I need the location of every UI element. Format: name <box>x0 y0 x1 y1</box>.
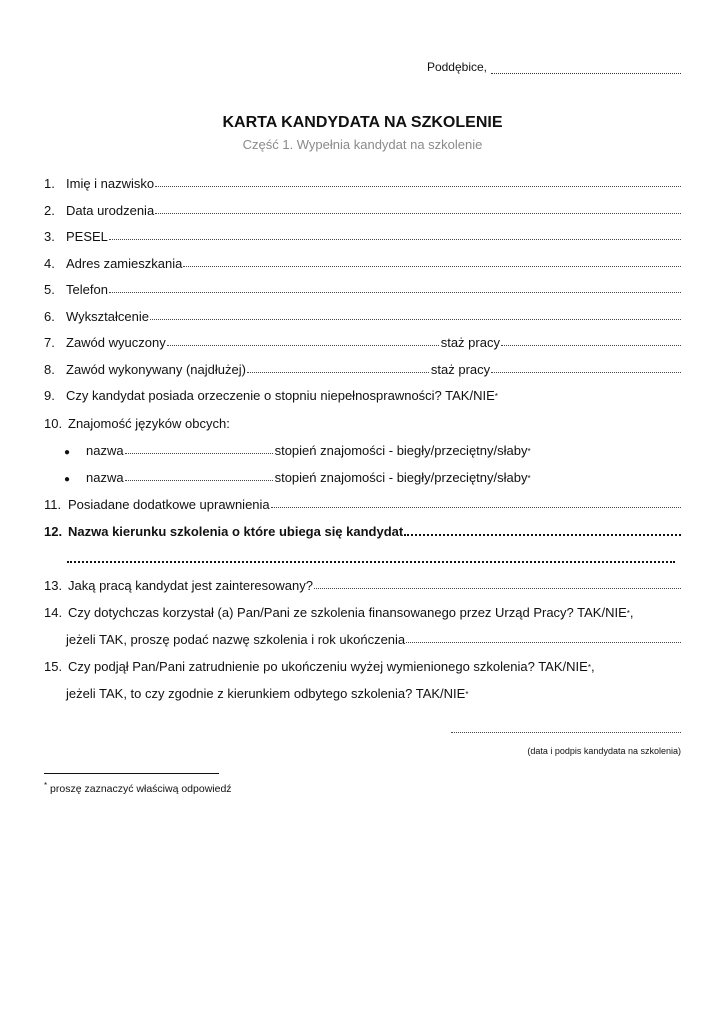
item-number: 3. <box>44 229 55 244</box>
answer-line[interactable] <box>183 262 681 267</box>
answer-line[interactable] <box>247 368 429 373</box>
answer-line[interactable] <box>109 235 681 240</box>
answer-line[interactable] <box>155 182 681 187</box>
item-name[interactable] <box>44 171 681 191</box>
footnote-mark: * <box>626 609 630 618</box>
item-disability[interactable] <box>44 383 681 403</box>
training-course-line-2[interactable] <box>66 546 675 566</box>
footnote <box>44 783 232 795</box>
footnote-mark: * <box>44 781 48 790</box>
seniority-line[interactable] <box>501 341 681 346</box>
seniority-line[interactable] <box>491 368 681 373</box>
item-label: Posiadane dodatkowe uprawnienia <box>68 497 270 512</box>
answer-line[interactable] <box>404 530 681 536</box>
item-number: 9. <box>44 388 55 403</box>
footnote-text: proszę zaznaczyć właściwą odpowiedź <box>47 783 232 795</box>
item-number: 12. <box>44 524 63 539</box>
item-label: Jaką pracą kandydat jest zainteresowany? <box>68 578 313 593</box>
item-languages <box>44 411 681 431</box>
employment-details[interactable] <box>66 681 681 701</box>
footnote-mark: * <box>527 447 531 456</box>
item-job-interest[interactable] <box>44 573 681 593</box>
item-learned-profession[interactable] <box>44 330 681 350</box>
place-date-field[interactable] <box>427 60 681 74</box>
language-row-1[interactable] <box>56 438 681 458</box>
item-phone[interactable] <box>44 277 681 297</box>
item-label: Zawód wyuczony <box>66 335 166 350</box>
item-label: PESEL <box>66 229 108 244</box>
language-line[interactable] <box>125 449 273 454</box>
item-performed-profession[interactable] <box>44 357 681 377</box>
item-label: Czy podjął Pan/Pani zatrudnienie po ukończeniu wyżej wymienionego szkolenia? TAK/NIE <box>68 659 588 674</box>
item-number: 10. <box>44 416 63 431</box>
seniority-label: staż pracy <box>440 335 500 350</box>
answer-line[interactable] <box>67 557 675 563</box>
item-number: 14. <box>44 605 63 620</box>
signature-caption: (data i podpis kandydata na szkolenia) <box>527 746 681 756</box>
item-birth-date[interactable] <box>44 198 681 218</box>
item-label: Imię i nazwisko <box>66 176 155 191</box>
item-previous-training[interactable] <box>44 600 681 620</box>
item-qualifications[interactable] <box>44 492 681 512</box>
item-training-course[interactable] <box>44 519 681 539</box>
item-label: Nazwa kierunku szkolenia o które ubiega się kandydat <box>68 524 404 539</box>
item-number: 15. <box>44 659 63 674</box>
item-number: 11. <box>44 497 62 512</box>
language-row-2[interactable] <box>56 465 681 485</box>
answer-line[interactable] <box>109 288 681 293</box>
footnote-mark: * <box>527 474 531 483</box>
language-line[interactable] <box>125 476 273 481</box>
answer-line[interactable] <box>150 315 681 320</box>
item-label: Telefon <box>66 282 108 297</box>
answer-line[interactable] <box>271 503 681 508</box>
item-label: Znajomość języków obcych: <box>68 416 230 431</box>
footnote-mark: * <box>587 663 591 672</box>
answer-line[interactable] <box>406 638 681 643</box>
item-address[interactable] <box>44 251 681 271</box>
item-number: 13. <box>44 578 63 593</box>
item-number: 7. <box>44 335 55 350</box>
item-number: 1. <box>44 176 55 191</box>
item-label: Wykształcenie <box>66 309 149 324</box>
footnote-divider <box>44 773 219 774</box>
footnote-mark: * <box>494 392 498 401</box>
answer-line[interactable] <box>167 341 439 346</box>
seniority-label: staż pracy <box>430 362 491 377</box>
item-number: 2. <box>44 203 55 218</box>
answer-line[interactable] <box>155 209 681 214</box>
item-label: Data urodzenia <box>66 203 155 218</box>
language-label: nazwa <box>86 443 124 458</box>
item-label: Czy dotychczas korzystał (a) Pan/Pani ze szkolenia finansowanego przez Urząd Pracy? TAK/NIE <box>68 605 627 620</box>
item-number: 4. <box>44 256 55 271</box>
page-subtitle: Część 1. Wypełnia kandydat na szkolenie <box>242 137 483 152</box>
item-number: 8. <box>44 362 55 377</box>
item-number: 5. <box>44 282 55 297</box>
item-tail: , <box>629 605 634 620</box>
item-label: jeżeli TAK, proszę podać nazwę szkolenia i rok ukończenia <box>66 632 406 647</box>
bullet-icon: ● <box>63 474 71 485</box>
level-label: stopień znajomości - biegły/przeciętny/słaby <box>274 470 528 485</box>
footnote-mark: * <box>465 690 469 699</box>
item-number: 6. <box>44 309 55 324</box>
page-title: KARTA KANDYDATA NA SZKOLENIE <box>222 114 503 131</box>
item-label: Adres zamieszkania <box>66 256 183 271</box>
item-label: jeżeli TAK, to czy zgodnie z kierunkiem odbytego szkolenia? TAK/NIE <box>66 686 466 701</box>
language-label: nazwa <box>86 470 124 485</box>
item-education[interactable] <box>44 304 681 324</box>
item-pesel[interactable] <box>44 224 681 244</box>
place-label: Poddębice, <box>426 60 487 74</box>
signature-line[interactable] <box>451 730 681 733</box>
item-tail: , <box>590 659 595 674</box>
item-label: Zawód wykonywany (najdłużej) <box>66 362 246 377</box>
date-dotted-line <box>491 63 681 74</box>
item-employment[interactable] <box>44 654 681 674</box>
level-label: stopień znajomości - biegły/przeciętny/słaby <box>274 443 528 458</box>
previous-training-details[interactable] <box>66 627 681 647</box>
bullet-icon: ● <box>63 447 71 458</box>
answer-line[interactable] <box>314 584 681 589</box>
item-label: Czy kandydat posiada orzeczenie o stopniu niepełnosprawności? TAK/NIE <box>66 388 495 403</box>
